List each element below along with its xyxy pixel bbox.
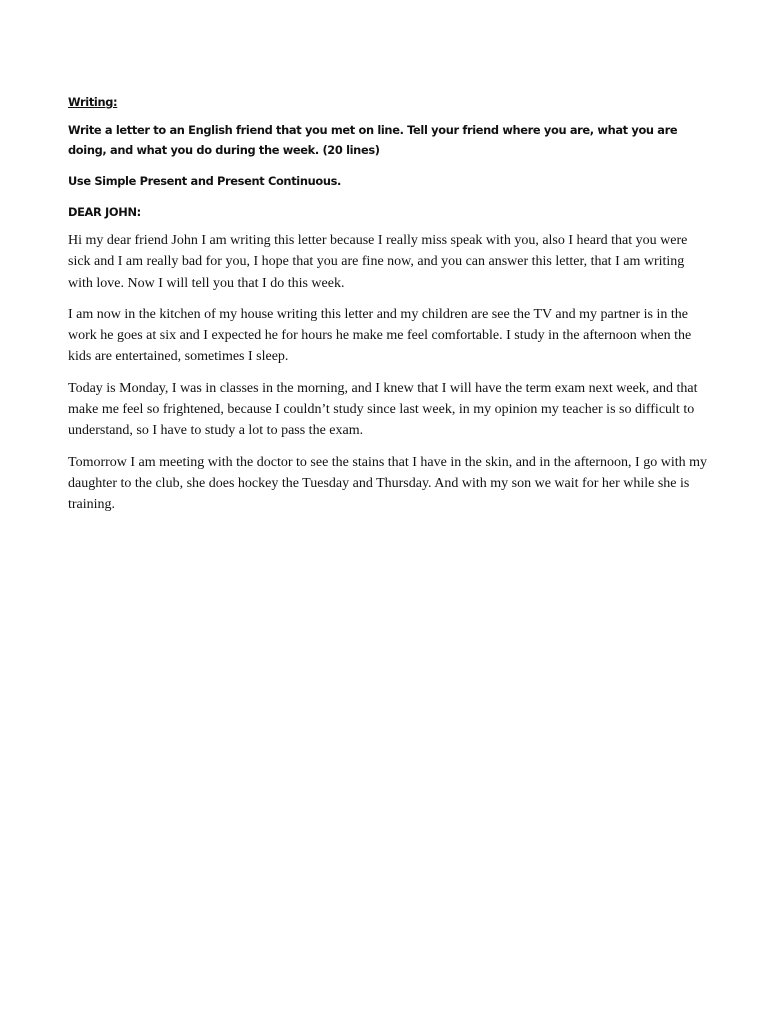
document-content — [68, 92, 708, 526]
letter-paragraph: I am now in the kitchen of my house writing this letter and my children are see the TV and my partner is in the work he goes at six and I expected he for hours he make me feel comfortable. I study in the afternoon when the kids are entertained, sometimes I sleep. — [68, 306, 692, 365]
grammar-note: Use Simple Present and Present Continuous. — [68, 174, 341, 188]
section-heading: Writing: — [68, 95, 118, 109]
letter-paragraph: Today is Monday, I was in classes in the morning, and I knew that I will have the term exam next week, and that make me feel so frightened, because I couldn’t study since last week, in my opinion my teacher is so difficult to understand, so I have to study a lot to pass the exam. — [68, 380, 698, 439]
letter-salutation: DEAR JOHN: — [68, 205, 141, 219]
letter-paragraph: Tomorrow I am meeting with the doctor to see the stains that I have in the skin, and in the afternoon, I go with my daughter to the club, she does hockey the Tuesday and Thursday. And with my son we wait for her while she is training. — [68, 454, 707, 513]
letter-paragraph: Hi my dear friend John I am writing this letter because I really miss speak with you, also I heard that you were sick and I am really bad for you, I hope that you are fine now, and you can answer this letter, that I am writing with love. Now I will tell you that I do this week. — [68, 233, 688, 291]
letter-body — [68, 230, 708, 516]
assignment-instructions: Write a letter to an English friend that you met on line. Tell your friend where you are, what you are doing, and what you do during the week. (20 lines) — [68, 123, 678, 157]
